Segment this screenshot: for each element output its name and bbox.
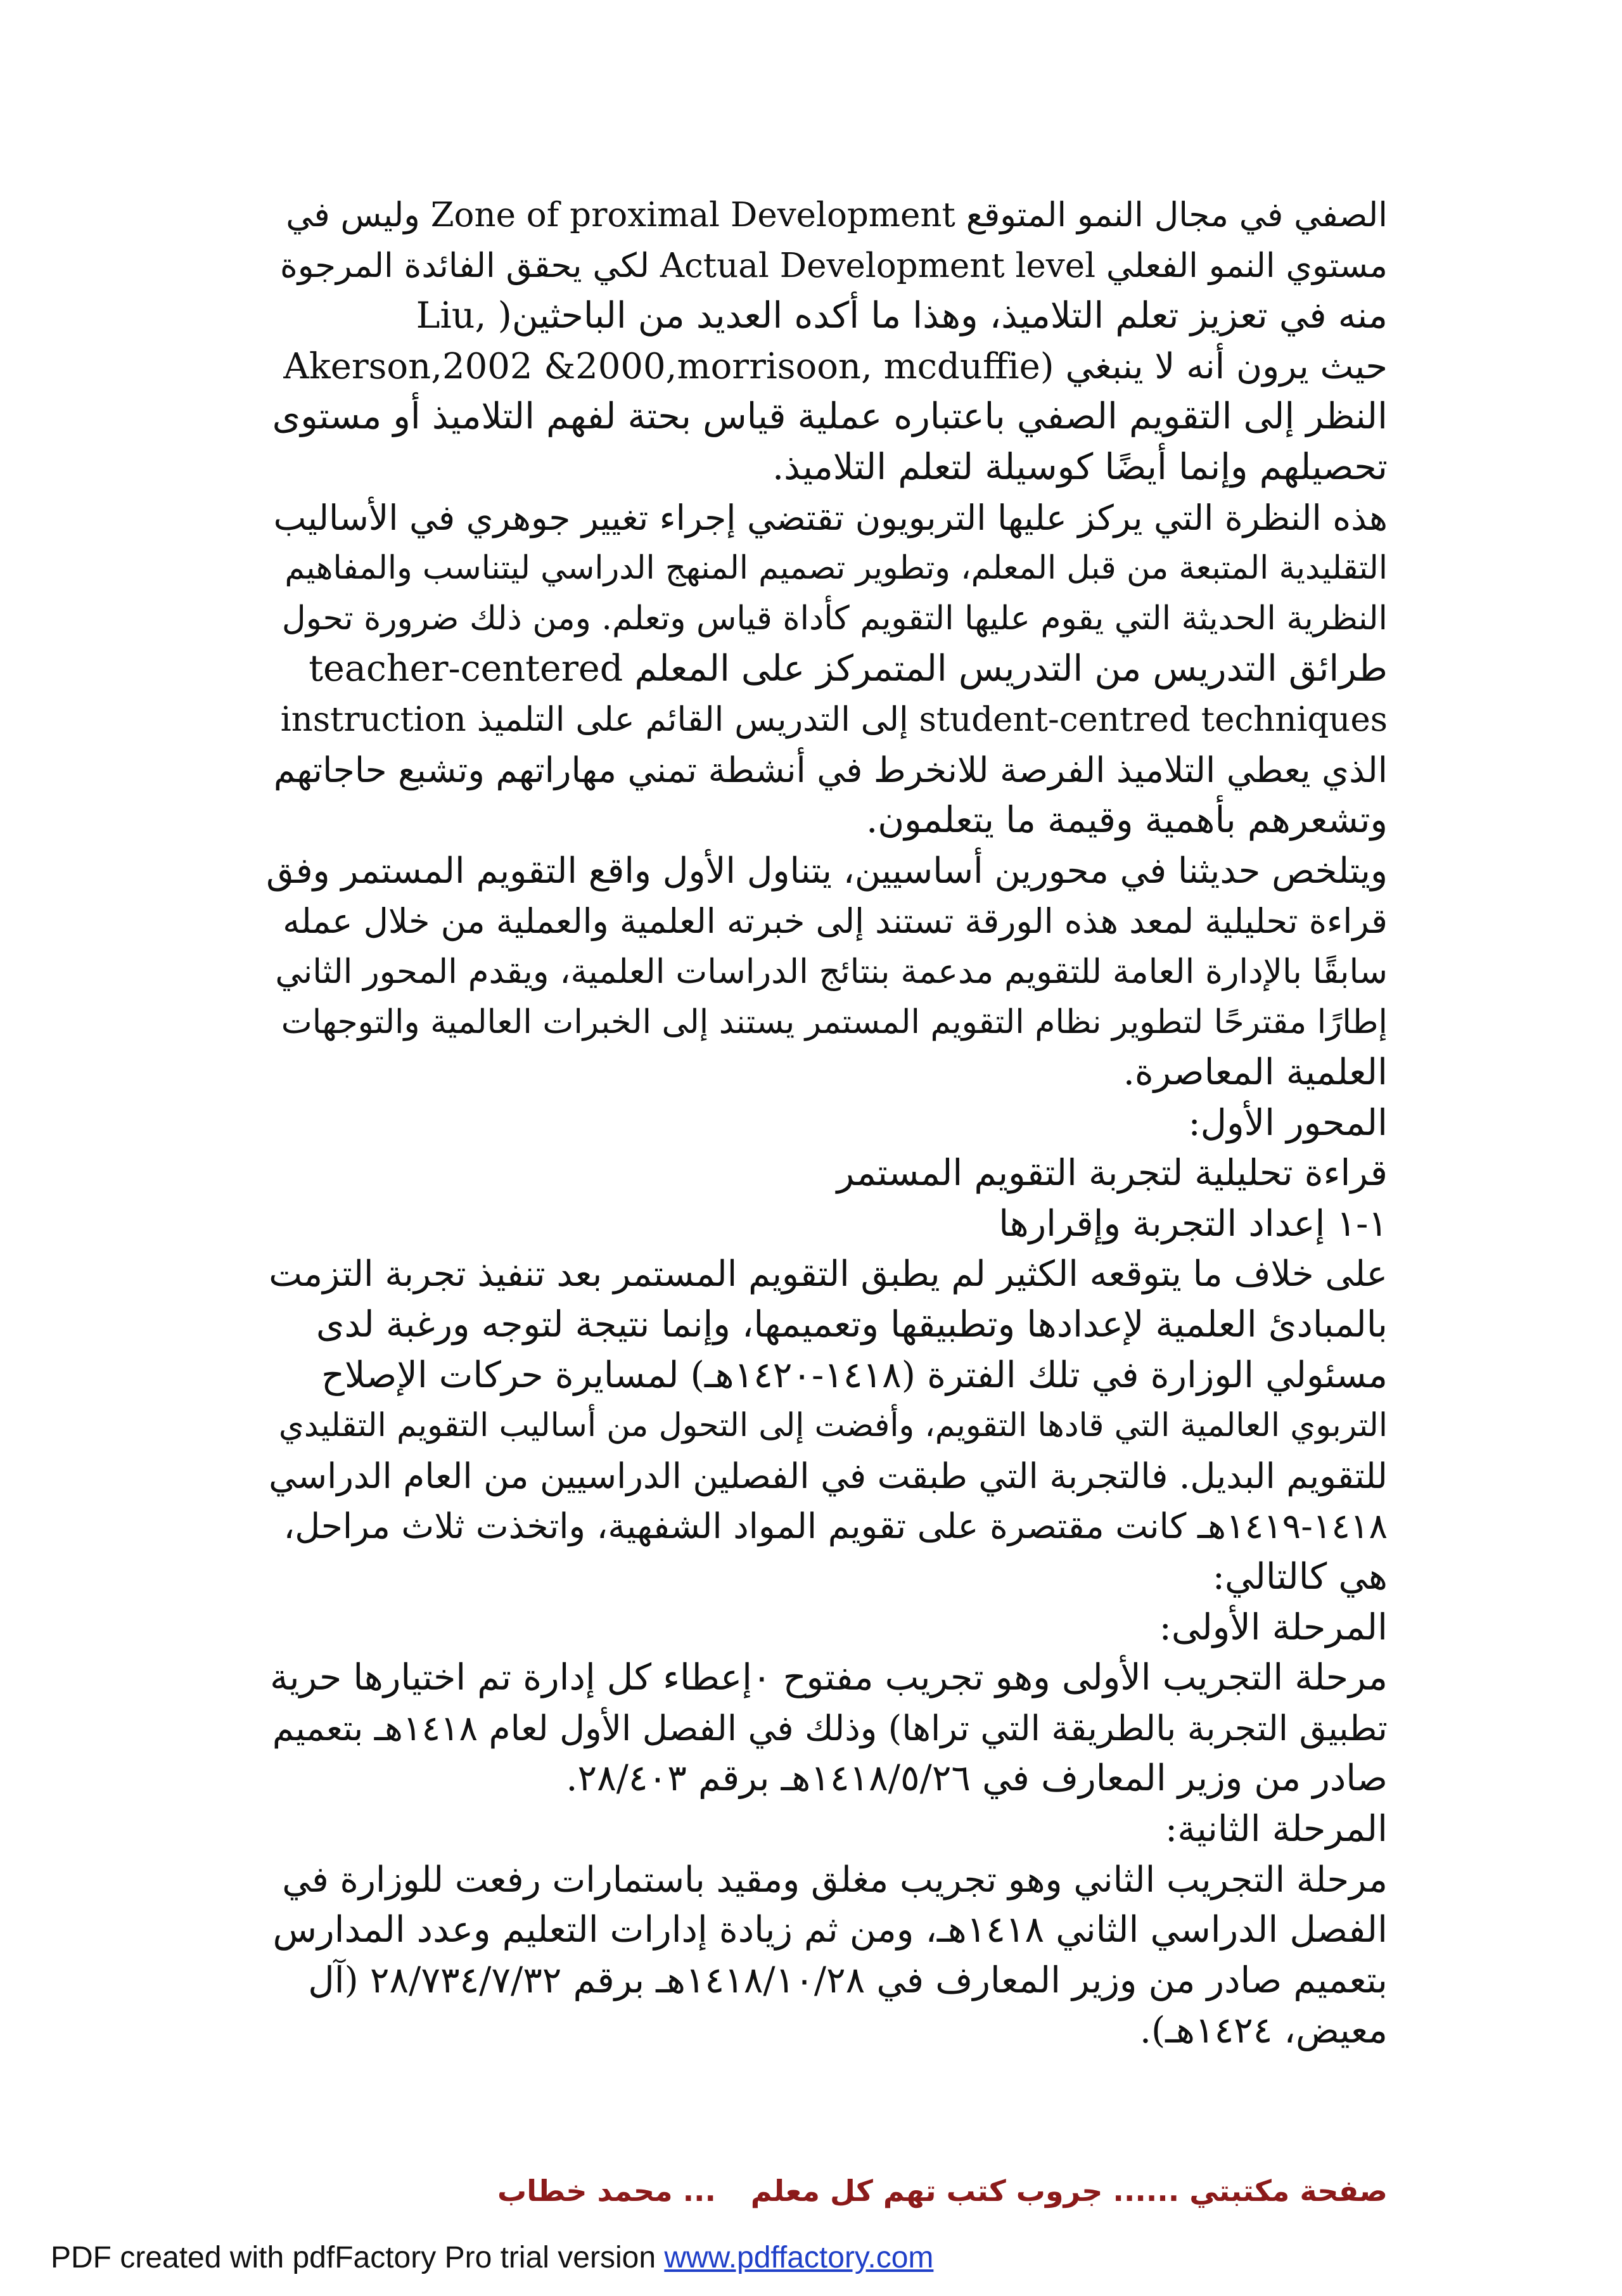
subsection-heading: ١-١ إعداد التجربة وإقرارها bbox=[999, 1202, 1388, 1245]
text-line: تطبيق التجربة بالطريقة التي تراها) وذلك في الفصل الأول لعام ١٤١٨هـ بتعميم bbox=[272, 1707, 1388, 1748]
section-heading: قراءة تحليلية لتجربة التقويم المستمر bbox=[836, 1152, 1388, 1195]
text-line: النظرية الحديثة التي يقوم عليها التقويم كأداة قياس وتعلم. ومن ذلك ضرورة تحول bbox=[281, 599, 1388, 638]
pdffactory-link[interactable]: www.pdffactory.com bbox=[664, 2241, 934, 2274]
text-line: الذي يعطي التلاميذ الفرصة للانخرط في أنشطة تمني مهاراتهم وتشبع حاجاتهم bbox=[273, 749, 1388, 790]
text-line: ١٤١٨-١٤١٩هـ كانت مقتصرة على تقويم المواد الشفهية، واتخذت ثلاث مراحل، bbox=[283, 1506, 1388, 1547]
text-line: التربوي العالمية التي قادها التقويم، وأفضت إلى التحول من أساليب التقويم التقليدي bbox=[278, 1407, 1388, 1445]
text-line: وتشعرهم بأهمية وقيمة ما يتعلمون. bbox=[866, 799, 1388, 842]
text-line: معيض، ١٤٢٤هـ). bbox=[1139, 2010, 1388, 2052]
stage-heading: المرحلة الثانية: bbox=[1165, 1808, 1388, 1850]
banner-text: PDF created with pdfFactory Pro trial version bbox=[51, 2241, 665, 2274]
pdf-creator-banner bbox=[51, 2240, 933, 2285]
document-body bbox=[266, 190, 1388, 2056]
text-line: النظر إلى التقويم الصفي باعتباره عملية قياس بحتة لفهم التلاميذ أو مستوى bbox=[272, 395, 1388, 438]
text-line: الصفي في مجال النمو المتوقع Zone of proximal Development وليس في bbox=[286, 196, 1388, 234]
text-line: قراءة تحليلية لمعد هذه الورقة تستند إلى خبرته العلمية والعملية من خلال عمله bbox=[283, 901, 1388, 942]
footer-author-text: ... محمد خطاب bbox=[497, 2174, 716, 2208]
text-line: مسئولي الوزارة في تلك الفترة (١٤١٨-١٤٢٠هـ) لمسايرة حركات الإصلاح bbox=[321, 1354, 1388, 1396]
stage-heading: المرحلة الأولى: bbox=[1159, 1606, 1388, 1648]
text-line: التقليدية المتبعة من قبل المعلم، وتطوير تصميم المنهج الدراسي ليتناسب والمفاهيم bbox=[284, 549, 1388, 587]
text-line: إطارًا مقترحًا لتطوير نظام التقويم المستمر يستند إلى الخبرات العالمية والتوجهات bbox=[281, 1003, 1388, 1041]
text-line: هي كالتالي: bbox=[1212, 1556, 1388, 1598]
text-line: مستوي النمو الفعلي Actual Development level لكي يحقق الفائدة المرجوة bbox=[280, 246, 1388, 285]
text-line: هذه النظرة التي يركز عليها التربويون تقتضي إجراء تغيير جوهري في الأساليب bbox=[273, 497, 1388, 538]
text-line: للتقويم البديل. فالتجربة التي طبقت في الفصلين الدراسيين من العام الدراسي bbox=[269, 1455, 1388, 1496]
text-line: بتعميم صادر من وزير المعارف في ١٤١٨/١٠/٢٨هـ برقم ٢٨/٧٣٤/٧/٣٢ (آل bbox=[308, 1959, 1388, 2001]
text-line: العلمية المعاصرة. bbox=[1123, 1051, 1388, 1094]
text-line: مرحلة التجريب الثاني وهو تجريب مغلق ومقيد باستمارات رفعت للوزارة في bbox=[282, 1859, 1388, 1901]
footer-library-text: صفحة مكتبتي ...... جروب كتب تهم كل معلم bbox=[750, 2174, 1388, 2208]
text-line: مرحلة التجريب الأولى وهو تجريب مفتوح ٠إعطاء كل إدارة تم اختيارها حرية bbox=[270, 1657, 1388, 1699]
text-line: ويتلخص حديثنا في محورين أساسيين، يتناول الأول واقع التقويم المستمر وفق bbox=[266, 850, 1388, 892]
text-line: صادر من وزير المعارف في ١٤١٨/٥/٢٦هـ برقم ٢٨/٤٠٣. bbox=[566, 1757, 1388, 1800]
text-line: على خلاف ما يتوقعه الكثير لم يطبق التقويم المستمر بعد تنفيذ تجربة التزمت bbox=[269, 1254, 1388, 1295]
text-line: طرائق التدريس من التدريس المتمركز على المعلم teacher-centered bbox=[309, 648, 1388, 690]
text-line: Akerson,2002 &2000,morrisoon, mcduffie) حيث يرون أنه لا ينبغي bbox=[283, 345, 1388, 387]
section-heading: المحور الأول: bbox=[1188, 1101, 1388, 1144]
text-line: instruction إلى التدريس القائم على التلميذ student-centred techniques bbox=[280, 700, 1388, 739]
text-line: تحصيلهم وإنما أيضًا كوسيلة لتعلم التلاميذ. bbox=[772, 446, 1388, 488]
page-footer bbox=[266, 2174, 1388, 2224]
text-line: منه في تعزيز تعلم التلاميذ، وهذا ما أكده العديد من الباحثين( ,Liu bbox=[416, 295, 1388, 337]
text-line: بالمبادئ العلمية لإعدادها وتطبيقها وتعميمها، وإنما نتيجة لتوجه ورغبة لدى bbox=[316, 1304, 1388, 1346]
text-line: سابقًا بالإدارة العامة للتقويم مدعمة بنتائج الدراسات العلمية، ويقدم المحور الثاني bbox=[275, 952, 1388, 991]
text-line: الفصل الدراسي الثاني ١٤١٨هـ، ومن ثم زيادة إدارات التعليم وعدد المدارس bbox=[272, 1909, 1388, 1951]
